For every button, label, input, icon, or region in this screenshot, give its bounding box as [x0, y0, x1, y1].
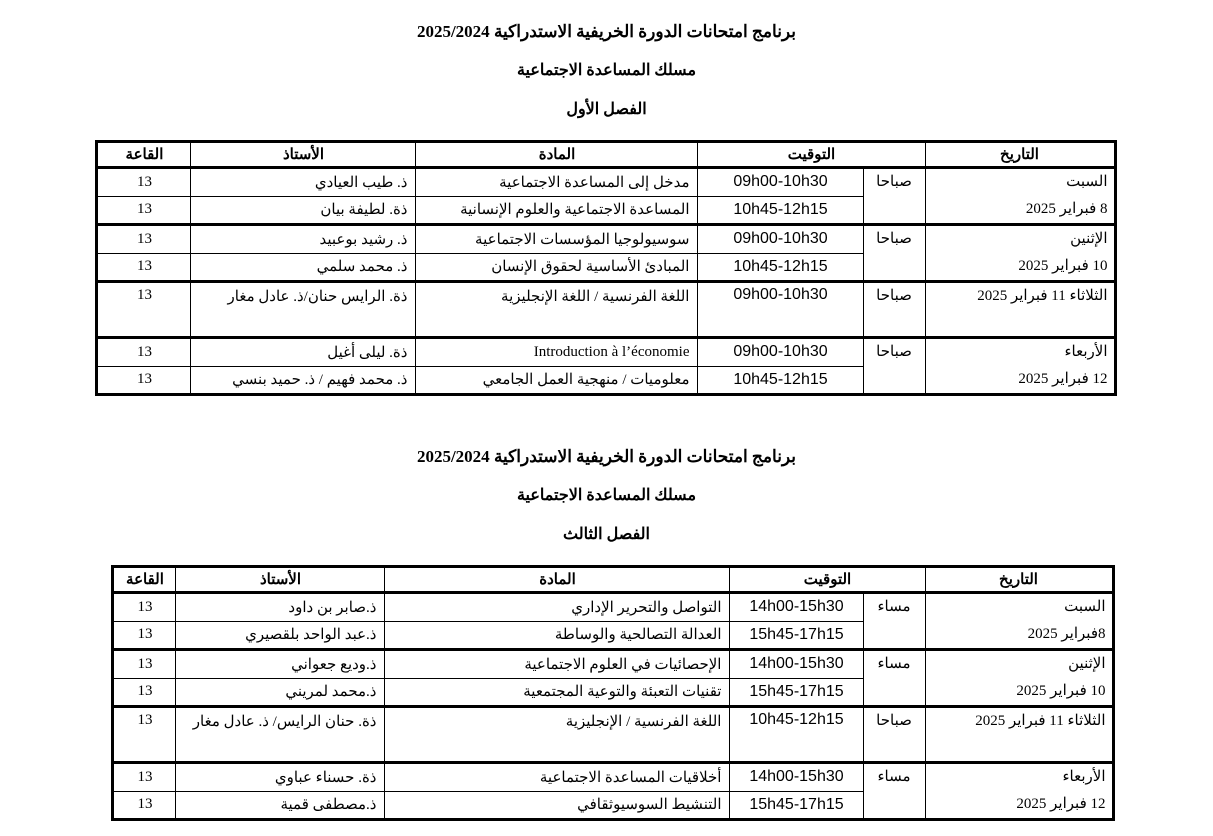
room-cell: 13	[97, 196, 191, 225]
period-cell: مساء	[863, 763, 925, 820]
column-header-subject: المادة	[416, 142, 698, 168]
day-block	[113, 650, 1113, 707]
date-line: 12 فبراير 2025	[1016, 796, 1106, 812]
time-cell: 09h00-10h30	[698, 168, 863, 197]
professor-cell: ذة. لطيفة بيان	[191, 196, 416, 225]
professor-cell: ذ.عبد الواحد بلقصيري	[176, 621, 385, 650]
subject-cell: المساعدة الاجتماعية والعلوم الإنسانية	[416, 196, 698, 225]
subject-cell: الإحصائيات في العلوم الاجتماعية	[385, 650, 730, 679]
header-row	[97, 142, 1115, 168]
subject-cell: اللغة الفرنسية / الإنجليزية	[385, 707, 730, 763]
date-line: الإثنين	[1068, 656, 1106, 672]
date-line: الأربعاء	[1062, 769, 1106, 785]
room-cell: 13	[97, 282, 191, 338]
room-cell: 13	[113, 650, 176, 679]
date-line: 10 فبراير 2025	[1016, 683, 1106, 699]
time-cell: 15h45-17h15	[730, 621, 863, 650]
time-cell: 09h00-10h30	[698, 338, 863, 367]
date-cell	[925, 338, 1115, 395]
professor-cell: ذة. حنان الرايس/ ذ. عادل مغار	[176, 707, 385, 763]
period-cell: صباحا	[863, 282, 925, 338]
room-cell: 13	[113, 678, 176, 707]
exam-schedule-document	[97, 0, 1117, 821]
room-cell: 13	[97, 168, 191, 197]
professor-cell: ذة. ليلى أغيل	[191, 338, 416, 367]
subject-cell: التواصل والتحرير الإداري	[385, 593, 730, 622]
date-cell	[925, 593, 1113, 650]
time-cell: 09h00-10h30	[698, 225, 863, 254]
date-cell	[925, 168, 1115, 225]
column-header-professor: الأستاذ	[176, 567, 385, 593]
time-cell: 14h00-15h30	[730, 650, 863, 679]
column-header-time: التوقيت	[730, 567, 925, 593]
track-subtitle: مسلك المساعدة الاجتماعية	[516, 487, 697, 504]
date-line: السبت	[1064, 599, 1106, 615]
subject-cell: سوسيولوجيا المؤسسات الاجتماعية	[416, 225, 698, 254]
exam-row	[113, 707, 1113, 763]
exam-row	[97, 338, 1115, 367]
column-header-subject: المادة	[385, 567, 730, 593]
subject-cell: المبادئ الأساسية لحقوق الإنسان	[416, 253, 698, 282]
column-header-date: التاريخ	[925, 142, 1115, 168]
day-block	[97, 338, 1115, 395]
room-cell: 13	[113, 707, 176, 763]
period-cell: صباحا	[863, 225, 925, 282]
room-cell: 13	[97, 366, 191, 395]
day-block	[113, 707, 1113, 763]
table-header	[97, 142, 1115, 168]
period-cell: صباحا	[863, 338, 925, 395]
date-cell	[925, 763, 1113, 820]
section-semester-3	[97, 446, 1117, 821]
subject-cell: معلوميات / منهجية العمل الجامعي	[416, 366, 698, 395]
section-semester-1	[97, 21, 1117, 396]
subject-cell: التنشيط السوسيوثقافي	[385, 791, 730, 820]
semester-heading: الفصل الثالث	[562, 526, 650, 543]
time-cell: 15h45-17h15	[730, 678, 863, 707]
subject-cell: أخلاقيات المساعدة الاجتماعية	[385, 763, 730, 792]
professor-cell: ذ. محمد سلمي	[191, 253, 416, 282]
professor-cell: ذ. طيب العيادي	[191, 168, 416, 197]
professor-cell: ذ. محمد فهيم / ذ. حميد بنسي	[191, 366, 416, 395]
day-block	[113, 593, 1113, 650]
date-line: 10 فبراير 2025	[1018, 258, 1108, 274]
exam-row	[97, 225, 1115, 254]
room-cell: 13	[97, 225, 191, 254]
date-cell	[925, 650, 1113, 707]
date-line: الإثنين	[1070, 231, 1108, 247]
room-cell: 13	[113, 763, 176, 792]
professor-cell: ذة. الرايس حنان/ذ. عادل مغار	[191, 282, 416, 338]
exam-row	[97, 282, 1115, 338]
date-line: 8فبراير 2025	[1027, 626, 1106, 642]
column-header-time: التوقيت	[698, 142, 925, 168]
time-cell: 09h00-10h30	[698, 282, 863, 338]
date-cell	[925, 282, 1115, 338]
period-cell: مساء	[863, 650, 925, 707]
period-cell: مساء	[863, 593, 925, 650]
time-cell: 10h45-12h15	[698, 253, 863, 282]
exam-row	[97, 168, 1115, 197]
date-line: الثلاثاء 11 فبراير 2025	[977, 288, 1108, 304]
day-block	[97, 225, 1115, 282]
professor-cell: ذ. رشيد بوعبيد	[191, 225, 416, 254]
time-cell: 14h00-15h30	[730, 593, 863, 622]
professor-cell: ذ.مصطفى قمية	[176, 791, 385, 820]
room-cell: 13	[113, 593, 176, 622]
time-cell: 10h45-12h15	[730, 707, 863, 763]
date-cell	[925, 707, 1113, 763]
subject-cell: اللغة الفرنسية / اللغة الإنجليزية	[416, 282, 698, 338]
period-cell: صباحا	[863, 168, 925, 225]
header-row	[113, 567, 1113, 593]
table-header	[113, 567, 1113, 593]
time-cell: 10h45-12h15	[698, 196, 863, 225]
subject-cell: العدالة التصالحية والوساطة	[385, 621, 730, 650]
date-line: الأربعاء	[1064, 344, 1108, 360]
document-title: برنامج امتحانات الدورة الخريفية الاستدراكية 2025/2024	[416, 447, 797, 466]
professor-cell: ذ.محمد لمريني	[176, 678, 385, 707]
subject-cell: مدخل إلى المساعدة الاجتماعية	[416, 168, 698, 197]
subject-cell: Introduction à l’économie	[416, 338, 698, 367]
room-cell: 13	[113, 621, 176, 650]
room-cell: 13	[97, 338, 191, 367]
room-cell: 13	[113, 791, 176, 820]
column-header-professor: الأستاذ	[191, 142, 416, 168]
semester-heading: الفصل الأول	[566, 101, 647, 118]
exam-row	[113, 763, 1113, 792]
professor-cell: ذة. حسناء عباوي	[176, 763, 385, 792]
time-cell: 14h00-15h30	[730, 763, 863, 792]
day-block	[113, 763, 1113, 820]
document-title: برنامج امتحانات الدورة الخريفية الاستدراكية 2025/2024	[416, 22, 797, 41]
exam-row	[113, 650, 1113, 679]
period-cell: صباحا	[863, 707, 925, 763]
time-cell: 10h45-12h15	[698, 366, 863, 395]
professor-cell: ذ.صابر بن داود	[176, 593, 385, 622]
track-subtitle: مسلك المساعدة الاجتماعية	[516, 62, 697, 79]
date-line: الثلاثاء 11 فبراير 2025	[975, 713, 1106, 729]
professor-cell: ذ.وديع جعواني	[176, 650, 385, 679]
date-cell	[925, 225, 1115, 282]
column-header-date: التاريخ	[925, 567, 1113, 593]
date-line: 8 فبراير 2025	[1025, 201, 1108, 217]
day-block	[97, 282, 1115, 338]
time-cell: 15h45-17h15	[730, 791, 863, 820]
exam-schedule-table-semester-1	[95, 140, 1116, 396]
date-line: 12 فبراير 2025	[1018, 371, 1108, 387]
exam-row	[113, 593, 1113, 622]
day-block	[97, 168, 1115, 225]
column-header-room: القاعة	[113, 567, 176, 593]
exam-schedule-table-semester-3	[111, 565, 1114, 821]
date-line: السبت	[1066, 174, 1108, 190]
room-cell: 13	[97, 253, 191, 282]
column-header-room: القاعة	[97, 142, 191, 168]
subject-cell: تقنيات التعبئة والتوعية المجتمعية	[385, 678, 730, 707]
